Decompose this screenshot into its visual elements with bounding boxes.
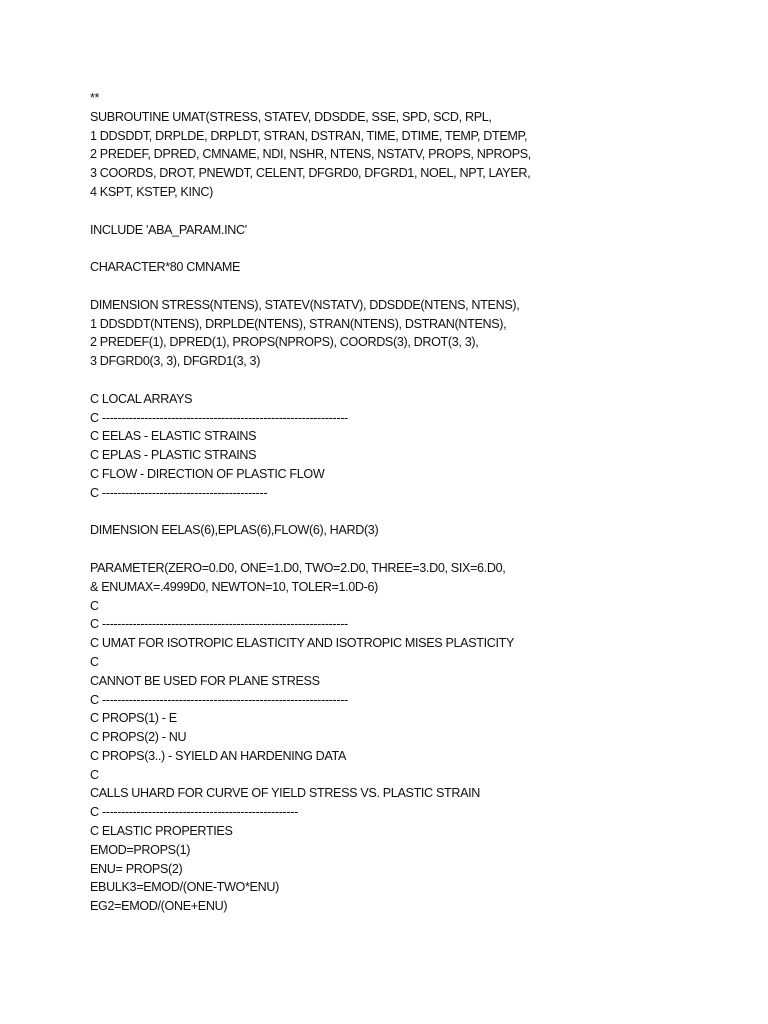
comment-line: C [90, 654, 99, 669]
blank-line [90, 277, 750, 296]
comment-divider: C ------------------------------------------- [90, 485, 268, 500]
code-line: 2 PREDEF(1), DPRED(1), PROPS(NPROPS), COORDS(3), DROT(3, 3), [90, 335, 479, 350]
code-line: EMOD=PROPS(1) [90, 842, 191, 857]
code-line: 4 KSPT, KSTEP, KINC) [90, 184, 213, 199]
comment-divider: C ---------------------------------------------------------------- [90, 617, 348, 632]
code-line: 3 DFGRD0(3, 3), DFGRD1(3, 3) [90, 354, 261, 369]
comment-line: C EELAS - ELASTIC STRAINS [90, 429, 257, 444]
code-line: DIMENSION EELAS(6),EPLAS(6),FLOW(6), HARD(3) [90, 523, 379, 538]
comment-line: C [90, 767, 99, 782]
blank-line [90, 371, 750, 390]
comment-divider: C --------------------------------------------------- [90, 805, 298, 820]
comment-line: C ELASTIC PROPERTIES [90, 824, 233, 839]
comment-divider: C ---------------------------------------------------------------- [90, 692, 348, 707]
comment-line: C UMAT FOR ISOTROPIC ELASTICITY AND ISOTROPIC MISES PLASTICITY [90, 636, 515, 651]
code-line: 1 DDSDDT(NTENS), DRPLDE(NTENS), STRAN(NTENS), DSTRAN(NTENS), [90, 316, 507, 331]
blank-line [90, 239, 750, 258]
code-line: 2 PREDEF, DPRED, CMNAME, NDI, NSHR, NTENS, NSTATV, PROPS, NPROPS, [90, 147, 531, 162]
code-line: 3 COORDS, DROT, PNEWDT, CELENT, DFGRD0, DFGRD1, NOEL, NPT, LAYER, [90, 166, 531, 181]
code-line: PARAMETER(ZERO=0.D0, ONE=1.D0, TWO=2.D0, THREE=3.D0, SIX=6.D0, [90, 560, 506, 575]
code-line: ENU= PROPS(2) [90, 861, 183, 876]
code-line: INCLUDE 'ABA_PARAM.INC' [90, 222, 247, 237]
code-listing [90, 89, 750, 916]
comment-line: C PROPS(3..) - SYIELD AN HARDENING DATA [90, 748, 346, 763]
comment-line: C [90, 598, 99, 613]
code-line: CALLS UHARD FOR CURVE OF YIELD STRESS VS. PLASTIC STRAIN [90, 786, 481, 801]
blank-line [90, 540, 750, 559]
blank-line [90, 202, 750, 221]
code-line: DIMENSION STRESS(NTENS), STATEV(NSTATV), DDSDDE(NTENS, NTENS), [90, 297, 520, 312]
code-line: & ENUMAX=.4999D0, NEWTON=10, TOLER=1.0D-6) [90, 579, 379, 594]
code-line: SUBROUTINE UMAT(STRESS, STATEV, DDSDDE, SSE, SPD, SCD, RPL, [90, 109, 492, 124]
code-line: CHARACTER*80 CMNAME [90, 260, 241, 275]
code-line: CANNOT BE USED FOR PLANE STRESS [90, 673, 320, 688]
comment-line: C PROPS(1) - E [90, 711, 177, 726]
comment-line: C PROPS(2) - NU [90, 730, 187, 745]
comment-line: C EPLAS - PLASTIC STRAINS [90, 448, 257, 463]
code-line: ** [90, 91, 100, 105]
blank-line [90, 503, 750, 522]
code-line: EG2=EMOD/(ONE+ENU) [90, 899, 228, 914]
code-line: EBULK3=EMOD/(ONE-TWO*ENU) [90, 880, 279, 895]
comment-line: C LOCAL ARRAYS [90, 391, 193, 406]
comment-line: C FLOW - DIRECTION OF PLASTIC FLOW [90, 466, 325, 481]
comment-divider: C ---------------------------------------------------------------- [90, 410, 348, 425]
code-line: 1 DDSDDT, DRPLDE, DRPLDT, STRAN, DSTRAN, TIME, DTIME, TEMP, DTEMP, [90, 128, 528, 143]
